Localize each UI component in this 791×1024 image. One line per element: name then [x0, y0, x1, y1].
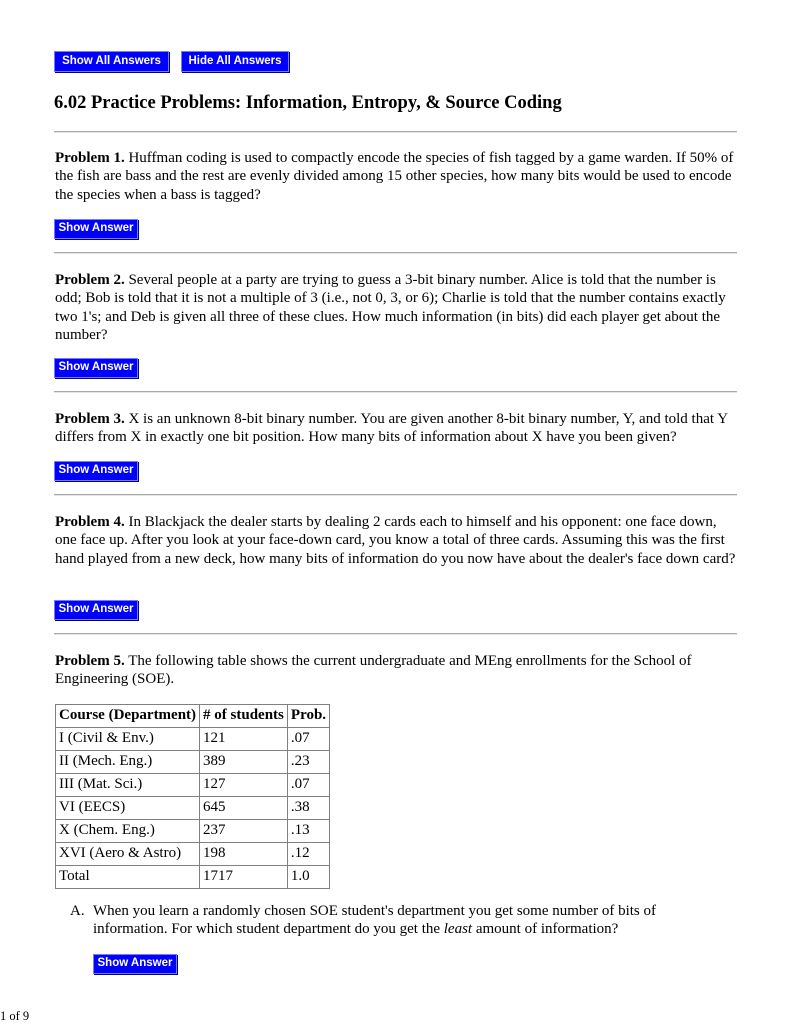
enrollment-table — [55, 704, 330, 889]
table-cell: .38 — [287, 797, 329, 820]
table-cell: XVI (Aero & Astro) — [56, 843, 200, 866]
divider — [54, 391, 737, 393]
show-answer-button-1[interactable]: Show Answer — [54, 219, 138, 239]
table-cell: 1.0 — [287, 866, 329, 889]
problem-3 — [55, 410, 740, 447]
table-cell: X (Chem. Eng.) — [56, 820, 200, 843]
table-row — [56, 797, 330, 820]
table-row — [56, 751, 330, 774]
problem-label: Problem 4. — [55, 514, 125, 530]
problem-label: Problem 1. — [55, 150, 125, 166]
subquestion-text — [93, 902, 733, 939]
table-cell: .13 — [287, 820, 329, 843]
show-answer-button-2[interactable]: Show Answer — [54, 358, 138, 378]
table-row — [56, 774, 330, 797]
problem-text: Huffman coding is used to compactly encode the species of fish tagged by a game warden. If 50% of the fish are bass and the rest are evenly divided among 15 other species, how many bits would be used to encode the species when a bass is tagged? — [55, 150, 734, 203]
table-row — [56, 820, 330, 843]
problem-label: Problem 5. — [55, 653, 125, 669]
divider — [54, 633, 737, 635]
table-cell: I (Civil & Env.) — [56, 728, 200, 751]
page-number: 1 of 9 — [0, 1009, 30, 1023]
problem-text: Several people at a party are trying to guess a 3-bit binary number. Alice is told that the number is odd; Bob is told that it is not a multiple of 3 (i.e., not 0, 3, or 6); Charlie is told that the number contains exactly two 1's; and Deb is given all three of these clues. How much information (in bits) did each player get about the number? — [55, 272, 726, 343]
table-cell: II (Mech. Eng.) — [56, 751, 200, 774]
column-header: Course (Department) — [56, 705, 200, 728]
subquestion-emphasis: least — [443, 921, 473, 938]
column-header: # of students — [200, 705, 288, 728]
subquestion-text-start: When you learn a randomly chosen SOE student's department you get some number of bits of information. For which student department do you get the — [93, 903, 656, 938]
show-answer-button-3[interactable]: Show Answer — [54, 461, 138, 481]
table-row — [56, 843, 330, 866]
table-cell: .07 — [287, 774, 329, 797]
table-cell: .07 — [287, 728, 329, 751]
table-cell: 198 — [200, 843, 288, 866]
show-answer-button-5a[interactable]: Show Answer — [93, 954, 177, 974]
table-cell: 645 — [200, 797, 288, 820]
table-cell: 121 — [200, 728, 288, 751]
table-cell: .23 — [287, 751, 329, 774]
page-title: 6.02 Practice Problems: Information, Entropy, & Source Coding — [54, 93, 562, 113]
divider — [54, 252, 737, 254]
problem-text: X is an unknown 8-bit binary number. You are given another 8-bit binary number, Y, and told that Y differs from X in exactly one bit position. How many bits of information about X have you been given? — [55, 411, 728, 446]
hide-all-answers-button[interactable]: Hide All Answers — [181, 51, 289, 72]
subquestion-text-end: amount of information? — [472, 921, 619, 938]
problem-text: In Blackjack the dealer starts by dealing 2 cards each to himself and his opponent: one face down, one face up. After you look at your face-down card, you know a total of three cards. Assuming this was the first hand played from a new deck, how many bits of information do you now have about the dealer's face down card? — [55, 514, 736, 567]
problem-5 — [55, 652, 740, 689]
table-cell: 237 — [200, 820, 288, 843]
problem-label: Problem 2. — [55, 272, 125, 288]
problem-4 — [55, 513, 740, 568]
show-answer-button-4[interactable]: Show Answer — [54, 600, 138, 620]
table-cell: VI (EECS) — [56, 797, 200, 820]
table-row — [56, 728, 330, 751]
subquestion-label: A. — [70, 903, 85, 919]
divider — [54, 131, 737, 133]
column-header: Prob. — [287, 705, 329, 728]
table-cell: III (Mat. Sci.) — [56, 774, 200, 797]
table-cell: 389 — [200, 751, 288, 774]
table-row — [56, 866, 330, 889]
divider — [54, 494, 737, 496]
problem-label: Problem 3. — [55, 411, 125, 427]
problem-text: The following table shows the current undergraduate and MEng enrollments for the School of Engineering (SOE). — [55, 653, 692, 688]
show-all-answers-button[interactable]: Show All Answers — [54, 51, 169, 72]
problem-2 — [55, 271, 740, 344]
table-cell: 1717 — [200, 866, 288, 889]
table-cell: .12 — [287, 843, 329, 866]
table-cell: Total — [56, 866, 200, 889]
table-header-row — [56, 705, 330, 728]
problem-1 — [55, 149, 740, 204]
table-cell: 127 — [200, 774, 288, 797]
